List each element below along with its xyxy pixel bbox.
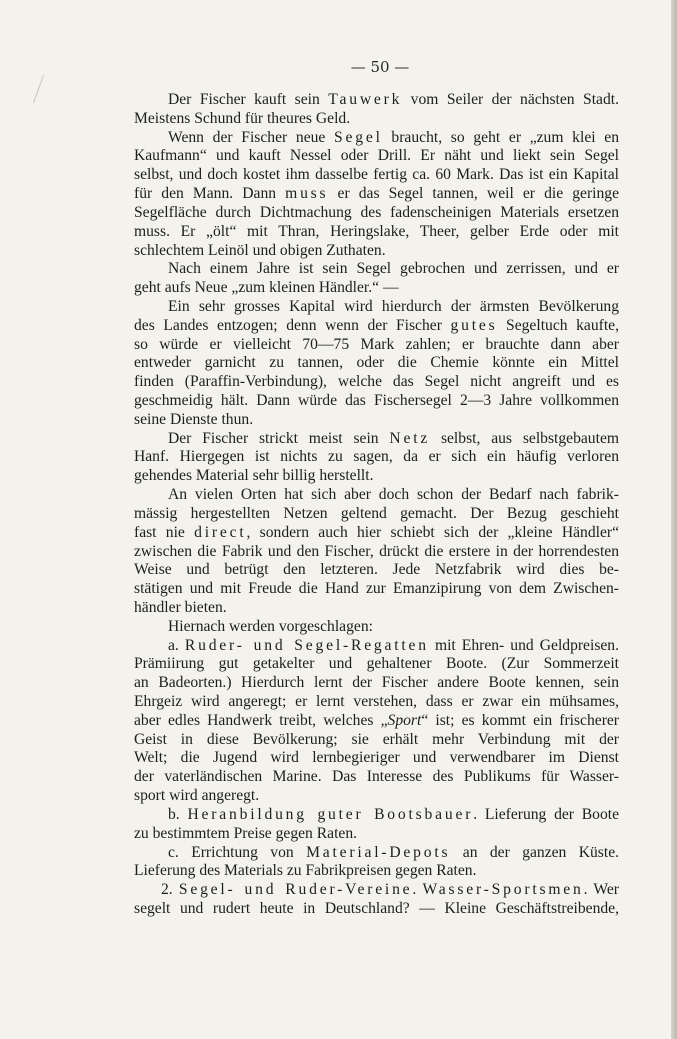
text-run: . Wer (583, 881, 619, 899)
paper-crease (33, 75, 44, 104)
text-run: Prämiirung gut getakelter und gehaltener Boote. (Zur Sommerzeit (134, 655, 619, 673)
text-run: “ ist; es kommt ein frischerer (421, 711, 619, 729)
text-run: händler bieten. (134, 598, 227, 616)
text-line (134, 448, 619, 467)
text-run: Lieferung des Materials zu Fabrikpreisen gegen Raten. (134, 862, 477, 880)
text-line (134, 411, 619, 430)
text-run: so würde er vielleicht 70—75 Mark zahlen; er brauchte dann aber (134, 335, 619, 353)
text-line (134, 618, 619, 637)
text-run: sport wird angeregt. (134, 787, 260, 805)
text-run: geschmeidig hält. Dann würde das Fischersegel 2—3 Jahre vollkommen (134, 392, 619, 409)
text-run: braucht, so geht er „zum klei en (382, 128, 619, 146)
text-run: Ehrgeiz wird angeregt; er lernt verstehen, dass er zwar ein mühsames, (134, 693, 619, 710)
body-text (134, 91, 619, 919)
text-run: Hiernach werden vorgeschlagen: (168, 617, 373, 635)
text-line (134, 185, 619, 204)
text-line (134, 110, 619, 129)
text-line (134, 298, 619, 317)
text-line (134, 166, 619, 185)
text-line (134, 693, 619, 712)
text-line (134, 712, 619, 731)
text-line (134, 392, 619, 411)
text-run: . (412, 881, 423, 899)
emphasis-spaced: Segel- und Ruder-Vereine (178, 881, 413, 899)
text-run: finden (Paraffin-Verbindung), welche das Segel nicht angreift und es (134, 373, 619, 391)
text-line (134, 430, 619, 449)
text-run: aber edles Handwerk treibt, welches „ (134, 711, 388, 729)
text-line (134, 354, 619, 373)
text-run: er das Segel tannen, weil er die geringe (328, 185, 619, 203)
text-run: Hanf. Hiergegen ist nichts zu sagen, da er sich ein häufig verloren (134, 448, 619, 466)
text-run: seine Dienste thun. (134, 410, 254, 428)
text-run: an der ganzen Küste. (450, 843, 620, 861)
emphasis-spaced: gutes (450, 316, 498, 334)
text-line (134, 279, 619, 298)
text-run: an Badeorten.) Hierdurch lernt der Fischer andere Boote kennen, sein (134, 674, 619, 692)
text-line (134, 599, 619, 618)
emphasis-spaced: Segel (334, 128, 383, 146)
text-run: schlechtem Leinöl und obigen Zuthaten. (134, 241, 386, 259)
text-line (134, 317, 619, 336)
page-number: — 50 — (350, 58, 410, 76)
text-run: Ein sehr grosses Kapital wird hierdurch der ärmsten Bevölkerung (168, 297, 619, 315)
text-line (134, 580, 619, 599)
text-run: mässig hergestellten Netzen geltend gemacht. Der Bezug geschieht (134, 504, 619, 522)
text-run: geht aufs Neue „zum kleinen Händler.“ — (134, 279, 399, 297)
text-run: segelt und rudert heute in Deutschland? — Kleine Geschäftstreibende, (134, 899, 619, 917)
text-run: des Landes entzogen; denn wenn der Fischer (134, 316, 451, 334)
emphasis-spaced: Tauwerk (328, 91, 403, 108)
text-line (134, 91, 619, 110)
text-line (134, 825, 619, 844)
text-run: entweder garnicht zu tannen, oder die Chemie könnte ein Mittel (134, 354, 619, 372)
text-run: b. (168, 805, 188, 823)
text-run: gehendes Material sehr billig herstellt. (134, 467, 374, 485)
page-edge (671, 0, 677, 1039)
text-run: der vaterländischen Marine. Das Interesse des Publikums für Wasser- (134, 768, 619, 786)
text-run: selbst, aus selbstgebautem (430, 429, 619, 447)
text-run: mit Ehren- und Geldpreisen. (428, 636, 619, 654)
text-run: vom Seiler der nächsten Stadt. (402, 91, 619, 108)
text-line (134, 147, 619, 166)
text-line (134, 768, 619, 787)
text-line (134, 223, 619, 242)
text-run: Der Fischer strickt meist sein (168, 429, 390, 447)
text-run: selbst, und doch kostet ihm dasselbe fertig ca. 60 Mark. Das ist ein Kapital (134, 166, 619, 184)
text-run: Welt; die Jugend wird lernbegieriger und verwendbarer im Dienst (134, 749, 619, 767)
text-line (134, 204, 619, 223)
text-run: fast nie (134, 523, 195, 541)
text-run: stätigen und mit Freude die Hand zur Emanzipirung von dem Zwischen- (134, 580, 619, 598)
text-run: zwischen die Fabrik und den Fischer, drückt die erstere in der horrendesten (134, 542, 619, 560)
text-line (134, 900, 619, 919)
text-run: Segelfläche durch Dichtmachung des fadenscheinigen Materials ersetzen (134, 203, 619, 221)
text-line (134, 731, 619, 750)
emphasis-spaced: Heranbildung guter Bootsbauer (187, 805, 474, 823)
emphasis-spaced: Ruder- und Segel-Regatten (184, 636, 429, 654)
text-line (134, 637, 619, 656)
emphasis-spaced: Material-Depots (306, 843, 451, 861)
text-line (134, 336, 619, 355)
text-line (134, 881, 619, 900)
text-line (134, 844, 619, 863)
text-line (134, 787, 619, 806)
emphasis-spaced: direct (194, 523, 247, 541)
text-run: a. (168, 636, 185, 654)
text-run: 2. (161, 881, 179, 899)
text-line (134, 373, 619, 392)
text-run: Segeltuch kaufte, (497, 316, 619, 334)
text-run: . Lieferung der Boote (473, 805, 619, 823)
text-line (134, 674, 619, 693)
text-run: Wenn der Fischer neue (168, 128, 335, 146)
text-line (134, 467, 619, 486)
text-run: Geist in diese Bevölkerung; sie erhält mehr Verbindung mit der (134, 730, 619, 748)
text-line (134, 561, 619, 580)
text-run: , sondern auch hier schiebt sich der „kleine Händler“ (246, 523, 619, 541)
text-line (134, 749, 619, 768)
text-line (134, 242, 619, 261)
text-line (134, 862, 619, 881)
text-line (134, 806, 619, 825)
text-run: Kaufmann“ und kauft Nessel oder Drill. Er näht und liekt sein Segel (134, 147, 619, 165)
text-run: Der Fischer kauft sein (168, 91, 329, 108)
text-run: c. Errichtung von (168, 843, 307, 861)
text-run: Meistens Schund für theures Geld. (134, 109, 351, 127)
text-line (134, 524, 619, 543)
text-line (134, 655, 619, 674)
emphasis-spaced: Netz (389, 429, 431, 447)
text-line (134, 505, 619, 524)
text-run: zu bestimmtem Preise gegen Raten. (134, 824, 358, 842)
text-run: Nach einem Jahre ist sein Segel gebrochen und zerrissen, und er (168, 260, 619, 278)
text-line (134, 129, 619, 148)
emphasis-spaced: muss (285, 185, 329, 203)
text-run: Weise und betrügt den letzteren. Jede Netzfabrik wird dies be- (134, 561, 619, 579)
emphasis-italic: Sport (387, 711, 422, 729)
text-line (134, 543, 619, 562)
text-line (134, 260, 619, 279)
text-run: An vielen Orten hat sich aber doch schon der Bedarf nach fabrik- (168, 486, 619, 504)
text-line (134, 486, 619, 505)
text-run: muss. Er „ölt“ mit Thran, Heringslake, Theer, gelber Erde oder mit (134, 222, 619, 240)
text-run: für den Mann. Dann (134, 185, 286, 203)
emphasis-spaced: Wasser-Sportsmen (422, 881, 584, 899)
